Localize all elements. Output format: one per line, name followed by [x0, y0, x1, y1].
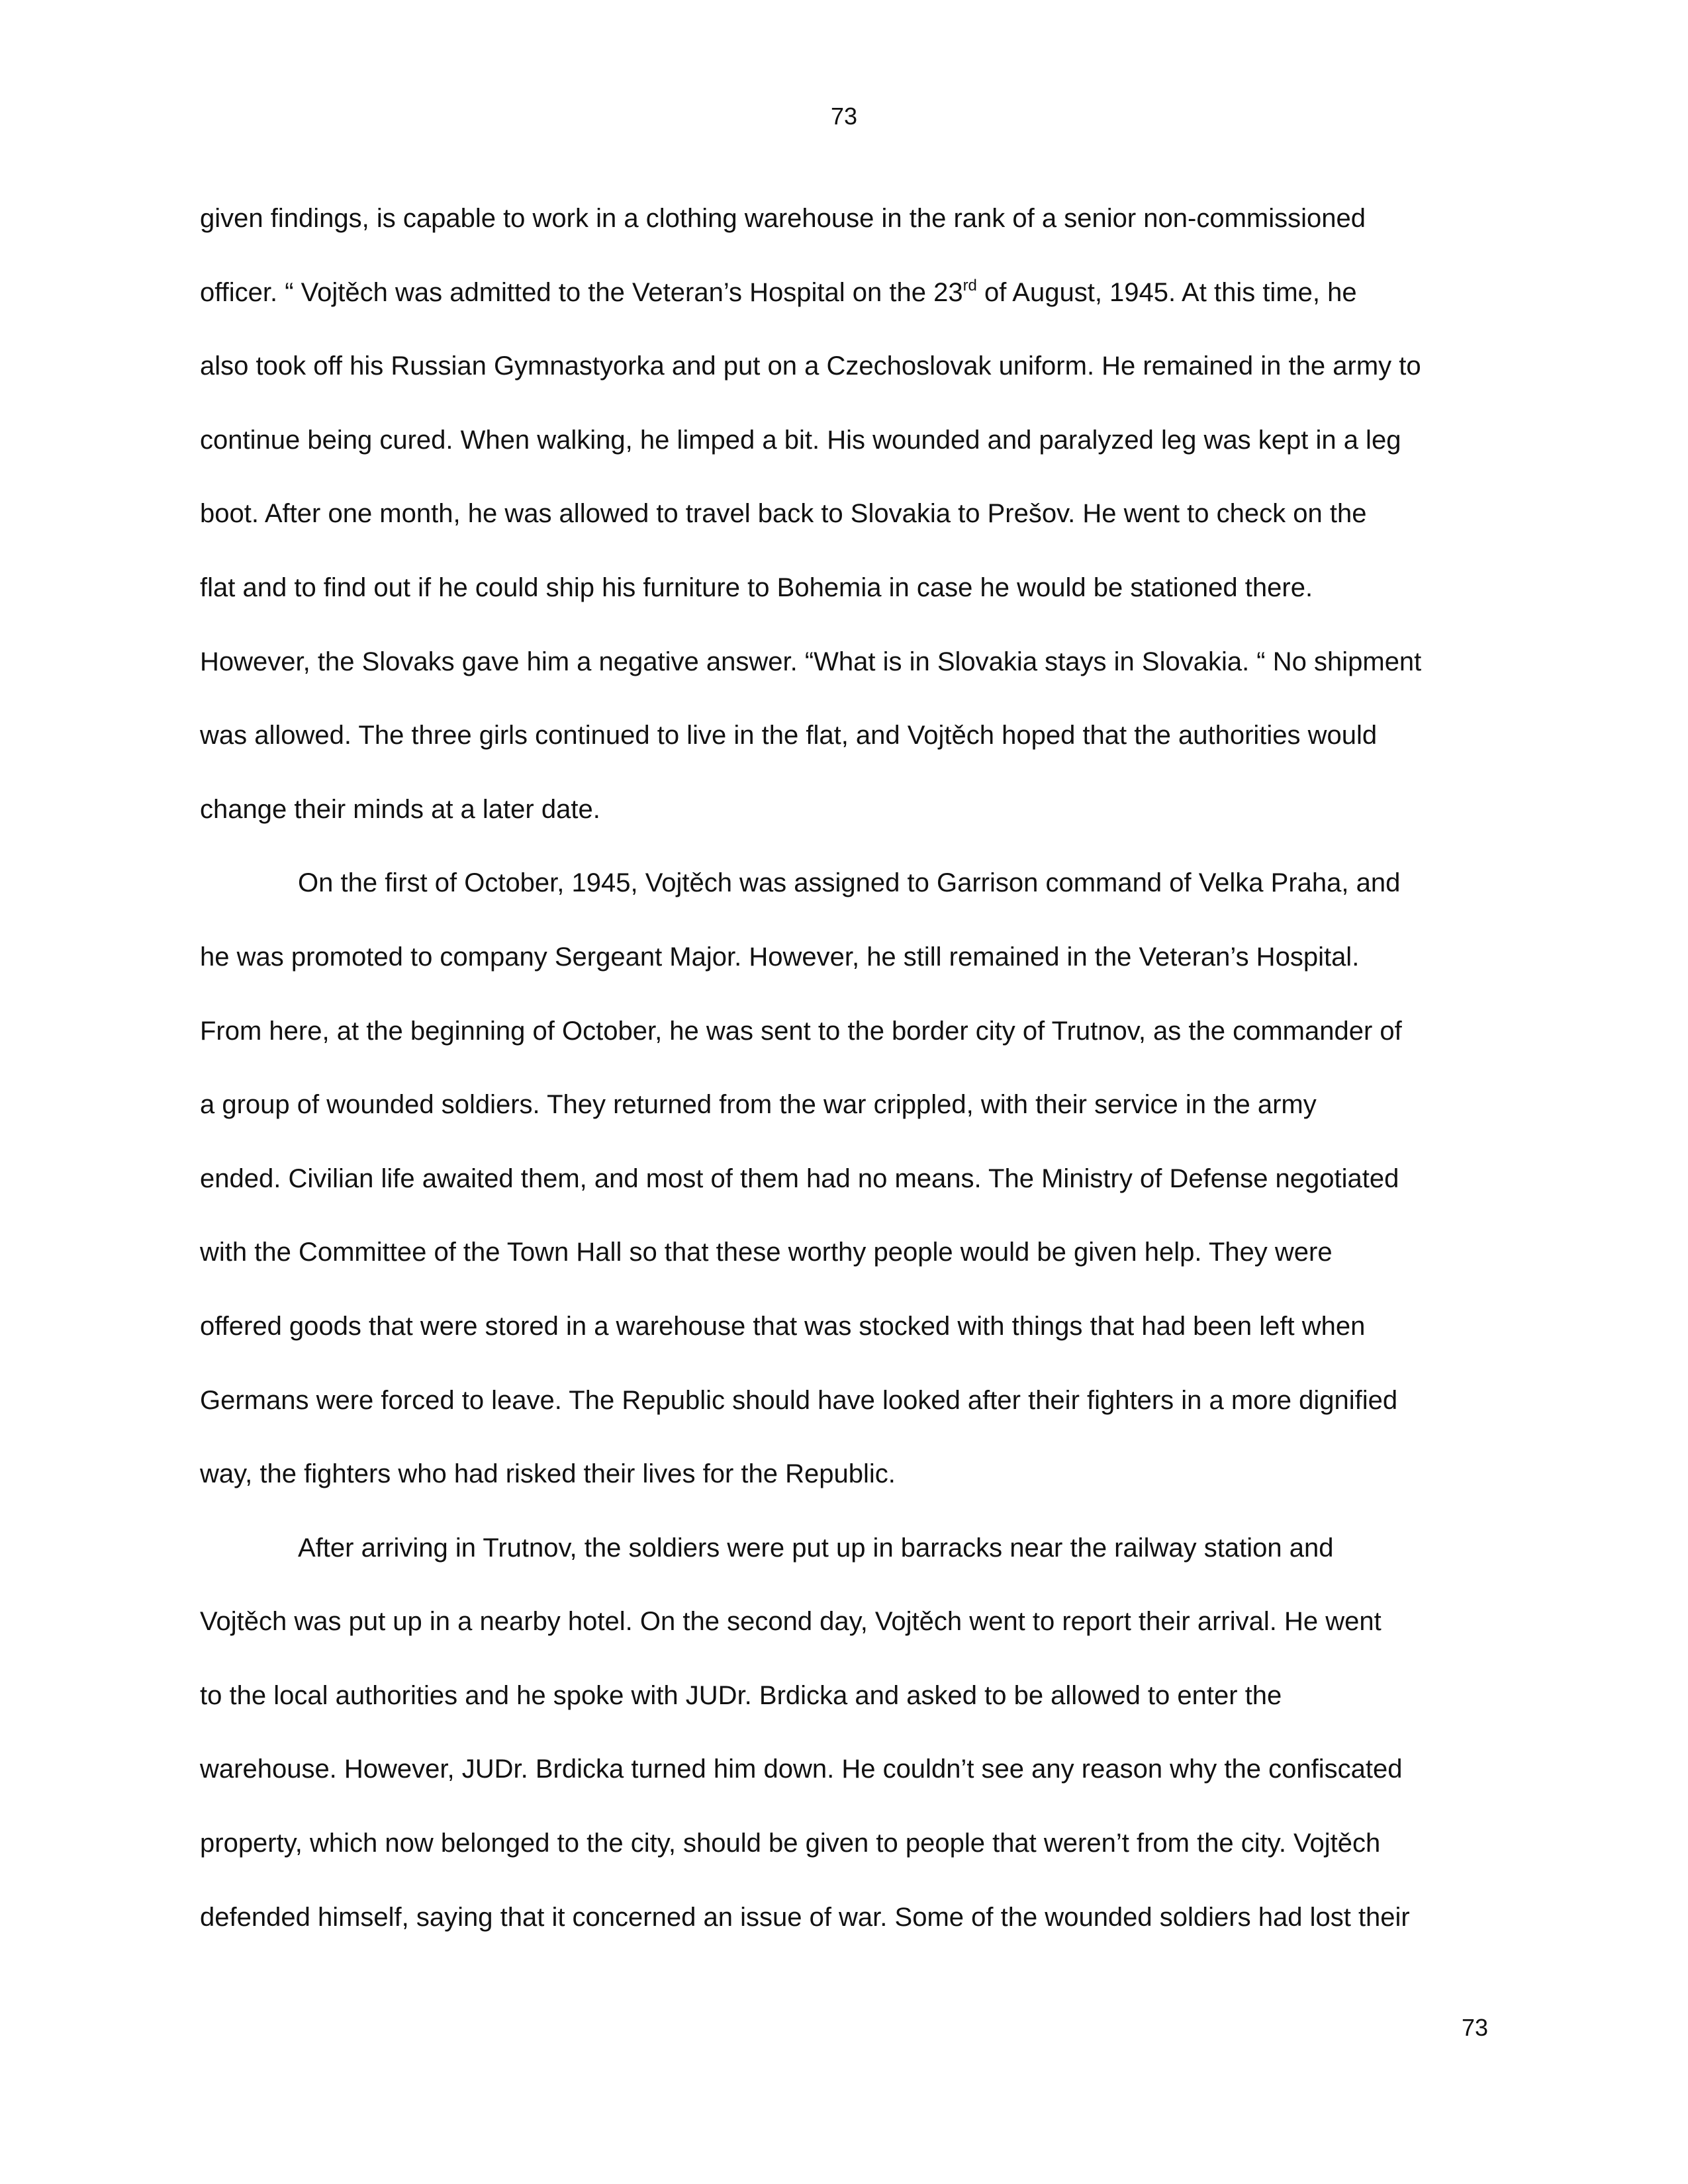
text-line: continue being cured. When walking, he limped a bit. His wounded and paralyzed leg was kept in a leg: [200, 425, 1401, 455]
text-line: change their minds at a later date.: [200, 794, 600, 824]
text-line: Germans were forced to leave. The Republic should have looked after their fighters in a more dignified: [200, 1385, 1398, 1415]
text-line: flat and to find out if he could ship his furniture to Bohemia in case he would be stationed there.: [200, 572, 1313, 602]
text-line: ended. Civilian life awaited them, and most of them had no means. The Ministry of Defense negotiated: [200, 1163, 1399, 1193]
text-span: of August, 1945. At this time, he: [976, 277, 1357, 307]
paragraph-start-line: After arriving in Trutnov, the soldiers were put up in barracks near the railway station and: [298, 1533, 1334, 1563]
text-line: Vojtěch was put up in a nearby hotel. On the second day, Vojtěch went to report their arrival. He went: [200, 1607, 1382, 1637]
body-text: [200, 192, 1497, 1964]
text-span: officer. “ Vojtěch was admitted to the Veteran’s Hospital on the 23: [200, 277, 963, 307]
text-line: to the local authorities and he spoke with JUDr. Brdicka and asked to be allowed to enter the: [200, 1680, 1282, 1710]
page-number-header: 73: [830, 103, 858, 130]
page-number-footer: 73: [1461, 2014, 1488, 2041]
paragraph-start-line: On the first of October, 1945, Vojtěch was assigned to Garrison command of Velka Praha, and: [298, 868, 1401, 898]
text-line: defended himself, saying that it concerned an issue of war. Some of the wounded soldiers had lost their: [200, 1902, 1410, 1932]
text-line: way, the fighters who had risked their lives for the Republic.: [200, 1459, 896, 1489]
text-line: From here, at the beginning of October, he was sent to the border city of Trutnov, as the commander of: [200, 1016, 1402, 1046]
text-line: boot. After one month, he was allowed to travel back to Slovakia to Prešov. He went to check on the: [200, 499, 1367, 529]
text-line: [200, 266, 1497, 340]
text-line: a group of wounded soldiers. They returned from the war crippled, with their service in the army: [200, 1090, 1317, 1120]
text-line: property, which now belonged to the city, should be given to people that weren’t from the city. Vojtěch: [200, 1829, 1381, 1858]
text-line: was allowed. The three girls continued to live in the flat, and Vojtěch hoped that the authorities would: [200, 721, 1378, 751]
text-line: with the Committee of the Town Hall so that these worthy people would be given help. They were: [200, 1238, 1333, 1267]
text-line: warehouse. However, JUDr. Brdicka turned him down. He couldn’t see any reason why the confiscated: [200, 1754, 1403, 1784]
text-line: offered goods that were stored in a warehouse that was stocked with things that had been left when: [200, 1311, 1366, 1341]
text-line: given findings, is capable to work in a clothing warehouse in the rank of a senior non-commissioned: [200, 204, 1366, 233]
text-line: he was promoted to company Sergeant Major. However, he still remained in the Veteran’s Hospital.: [200, 942, 1360, 972]
superscript: rd: [962, 276, 977, 295]
text-line: However, the Slovaks gave him a negative answer. “What is in Slovakia stays in Slovakia. “ No shipment: [200, 647, 1422, 676]
text-line: also took off his Russian Gymnastyorka and put on a Czechoslovak uniform. He remained in the army to: [200, 351, 1421, 381]
